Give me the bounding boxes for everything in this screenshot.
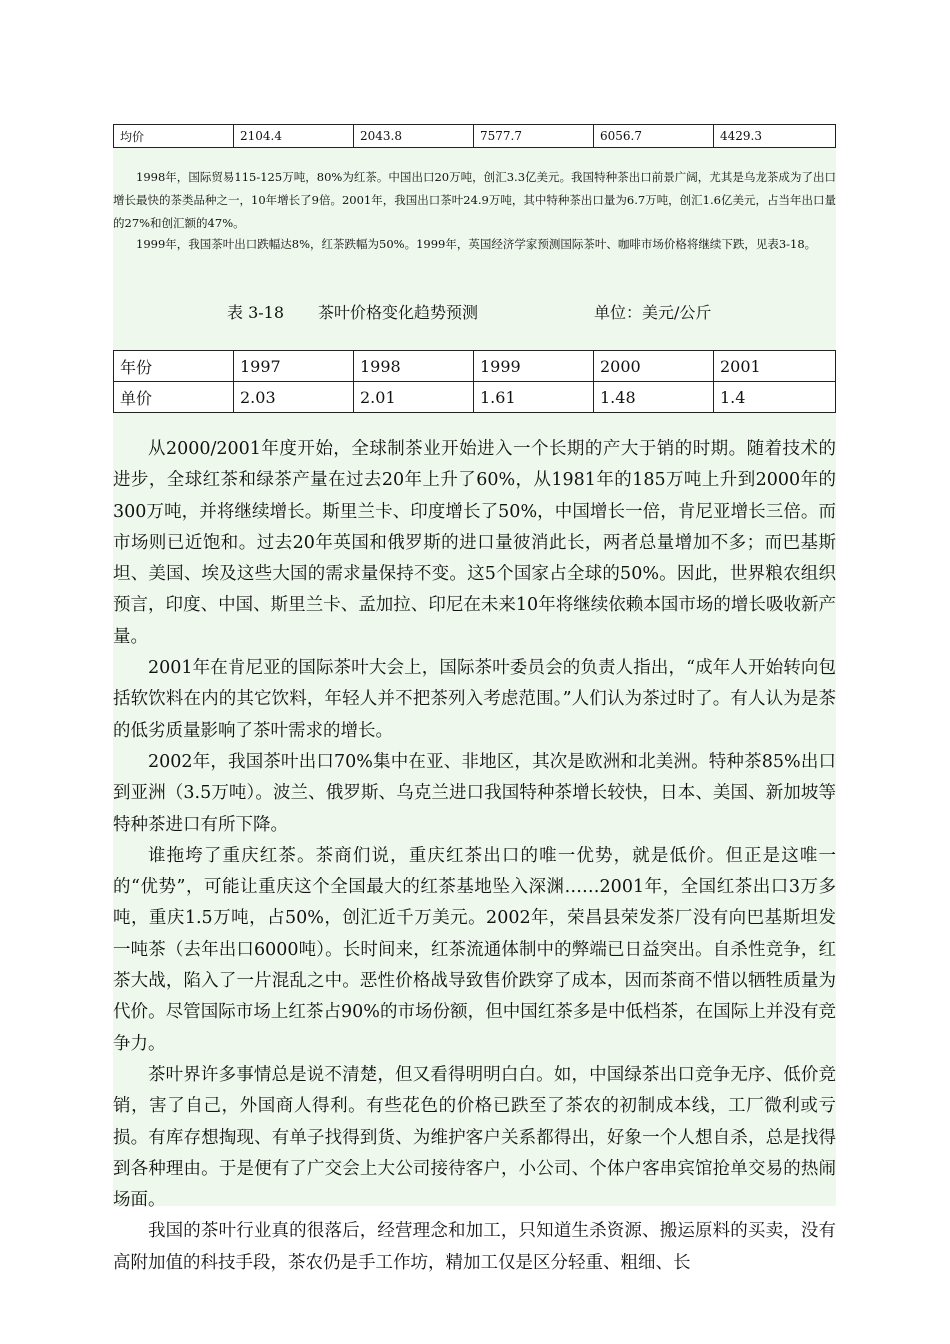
table-cell: 1999 bbox=[474, 351, 594, 382]
table-cell: 年份 bbox=[114, 351, 234, 382]
paragraph-global-oversupply: 从2000/2001年度开始，全球制茶业开始进入一个长期的产大于销的时期。随着技术的进步，全球红茶和绿茶产量在过去20年上升了60%，从1981年的185万吨上升到2000年的300万吨，并将继续增长。斯里兰卡、印度增长了50%，中国增长一倍，肯尼亚增长三倍。而市场则已近饱和。过去20年英国和俄罗斯的进口量彼消此长，两者总量增加不多；而巴基斯坦、美国、埃及这些大国的需求量保持不变。这5个国家占全球的50%。因此，世界粮农组织预言，印度、中国、斯里兰卡、孟加拉、印尼在未来10年将继续依赖本国市场的增长吸收新产量。 bbox=[113, 439, 836, 647]
paragraph-2002-exports: 2002年，我国茶叶出口70%集中在亚、非地区，其次是欧洲和北美洲。特种茶85%出口到亚洲（3.5万吨）。波兰、俄罗斯、乌克兰进口我国特种茶增长较快，日本、美国、新加坡等特种茶进口有所下降。 bbox=[113, 751, 836, 835]
table-cell: 6056.7 bbox=[594, 125, 714, 148]
table-cell: 2000 bbox=[594, 351, 714, 382]
table-cell: 1.48 bbox=[594, 382, 714, 413]
table-cell: 均价 bbox=[114, 125, 234, 148]
paragraph-1998-trade: 1998年，国际贸易115-125万吨，80%为红茶。中国出口20万吨，创汇3.3亿美元。我国特种茶出口前景广阔，尤其是乌龙茶成为了出口增长最快的茶类品种之一，10年增长了9倍。2001年，我国出口茶叶24.9万吨，其中特种茶出口量为6.7万吨，创汇1.6亿美元，占当年出口量的27%和创汇额的47%。 bbox=[113, 170, 836, 230]
table-cell: 4429.3 bbox=[714, 125, 836, 148]
table-cell: 7577.7 bbox=[474, 125, 594, 148]
table-row bbox=[114, 382, 836, 413]
paragraph-chongqing-black-tea: 谁拖垮了重庆红茶。茶商们说，重庆红茶出口的唯一优势，就是低价。但正是这唯一的“优势”，可能让重庆这个全国最大的红茶基地坠入深渊……2001年，全国红茶出口3万多吨，重庆1.5万吨，占50%，创汇近千万美元。2002年，荣昌县荣发茶厂没有向巴基斯坦发一吨茶（去年出口6000吨）。长时间来，红茶流通体制中的弊端已日益突出。自杀性竞争，红茶大战，陷入了一片混乱之中。恶性价格战导致售价跌穿了成本，因而茶商不惜以牺牲质量为代价。尽管国际市场上红茶占90%的市场份额，但中国红茶多是中低档茶，在国际上并没有竞争力。 bbox=[113, 845, 836, 1054]
table-row bbox=[114, 125, 836, 148]
table-cell: 2001 bbox=[714, 351, 836, 382]
table-cell: 1.61 bbox=[474, 382, 594, 413]
table-unit: 单位：美元/公斤 bbox=[594, 303, 712, 322]
table-cell: 2.03 bbox=[234, 382, 354, 413]
table-cell: 2104.4 bbox=[234, 125, 354, 148]
paragraph-1999-forecast: 1999年，我国茶叶出口跌幅达8%，红茶跌幅为50%。1999年，英国经济学家预测国际茶叶、咖啡市场价格将继续下跌，见表3-18。 bbox=[136, 237, 817, 251]
average-price-table bbox=[113, 124, 836, 148]
table-header-row bbox=[114, 351, 836, 382]
table-cell: 2043.8 bbox=[354, 125, 474, 148]
table-cell: 2.01 bbox=[354, 382, 474, 413]
body-text bbox=[113, 434, 836, 1279]
table-cell: 1.4 bbox=[714, 382, 836, 413]
table-title: 茶叶价格变化趋势预测 bbox=[318, 303, 479, 322]
paragraph-green-tea-competition: 茶叶界许多事情总是说不清楚，但又看得明明白白。如，中国绿茶出口竞争无序、低价竞销，害了自己，外国商人得利。有些花色的价格已跌至了茶农的初制成本线，工厂微利或亏损。有库存想掏现、有单子找得到货、为维护客户关系都得出，好象一个人想自杀，总是找得到各种理由。于是便有了广交会上大公司接待客户，小公司、个体户客串宾馆抢单交易的热闹场面。 bbox=[113, 1064, 836, 1211]
table-cell: 单价 bbox=[114, 382, 234, 413]
paragraph-kenya-conference: 2001年在肯尼亚的国际茶叶大会上，国际茶叶委员会的负责人指出，“成年人开始转向包括软饮料在内的其它饮料，年轻人并不把茶列入考虑范围。”人们认为茶过时了。有人认为是茶的低劣质量影响了茶叶需求的增长。 bbox=[113, 658, 836, 741]
table-number: 表 3-18 bbox=[227, 303, 285, 322]
paragraph-industry-backward: 我国的茶叶行业真的很落后，经营理念和加工，只知道生杀资源、搬运原料的买卖，没有高附加值的科技手段，茶农仍是手工作坊，精加工仅是区分轻重、粗细、长 bbox=[113, 1221, 836, 1273]
table-cell: 1998 bbox=[354, 351, 474, 382]
table-cell: 1997 bbox=[234, 351, 354, 382]
tea-price-forecast-table bbox=[113, 350, 836, 413]
